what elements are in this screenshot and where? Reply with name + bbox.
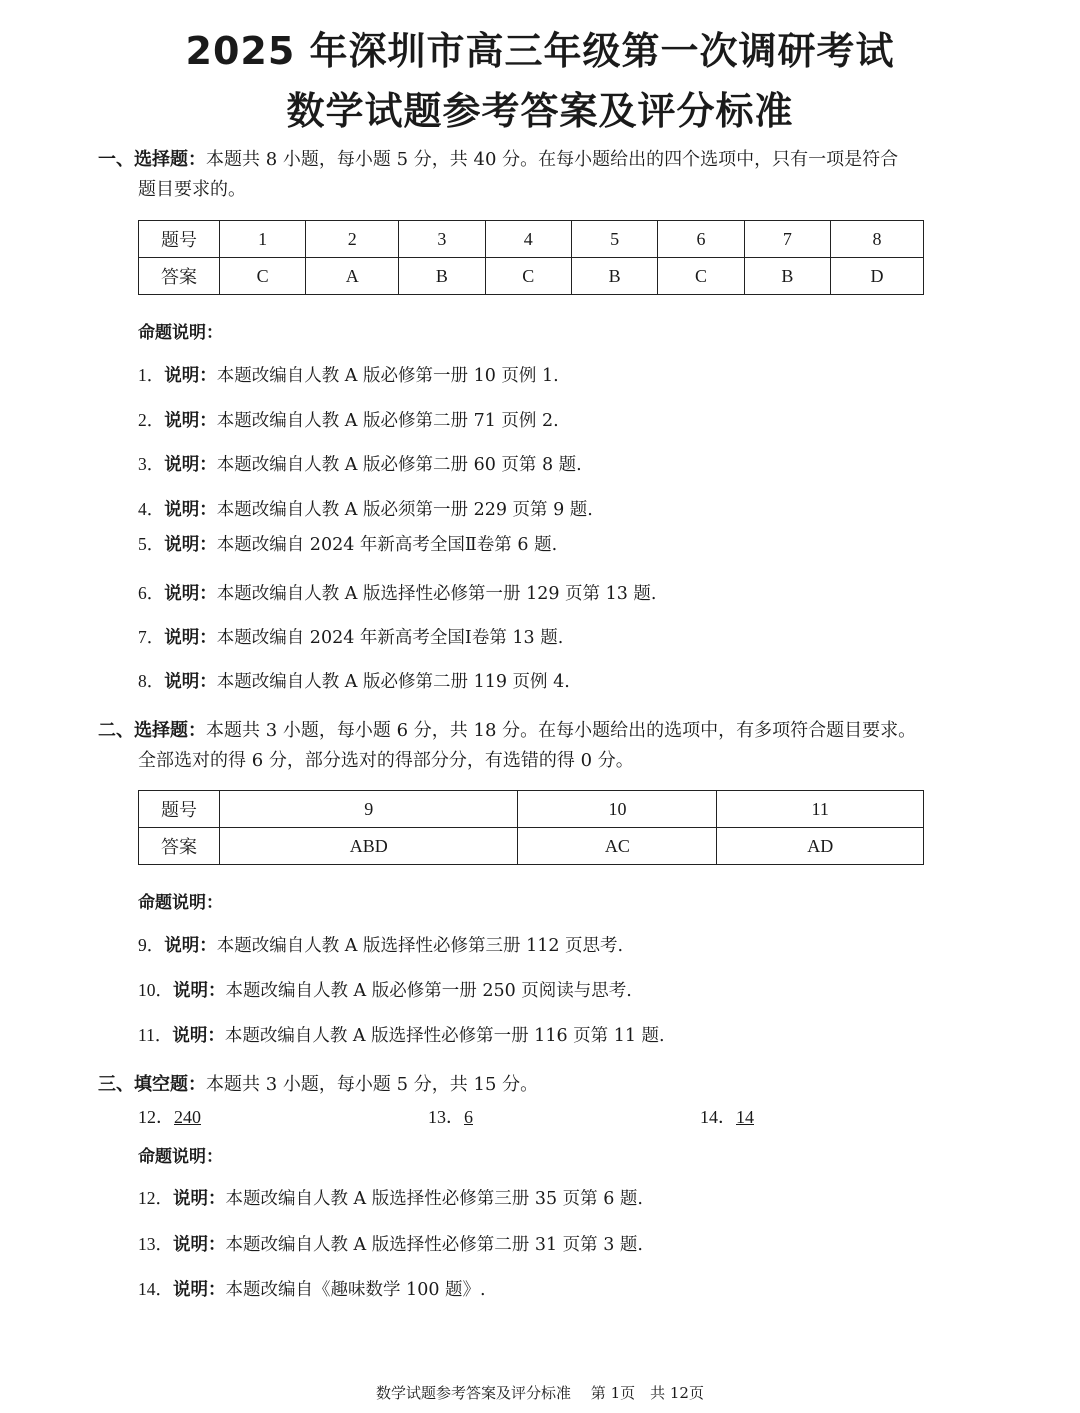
fill-answer-12: 12．240 xyxy=(138,1107,201,1127)
notes-label: 命题说明： xyxy=(138,1147,223,1167)
row-label: 题号 xyxy=(139,221,220,258)
note-item: 11．说明：本题改编自人教 A 版选择性必修第一册 116 页第 11 题. xyxy=(138,1025,665,1046)
note-item: 4．说明：本题改编自人教 A 版必须第一册 229 页第 9 题. xyxy=(138,499,593,520)
table-row-numbers xyxy=(139,221,924,258)
note-item: 10．说明：本题改编自人教 A 版必修第一册 250 页阅读与思考. xyxy=(138,980,632,1001)
table-cell: AC xyxy=(518,828,717,865)
answer-table-1 xyxy=(138,220,924,295)
section-1-heading: 一、选择题：本题共 8 小题，每小题 5 分，共 40 分。在每小题给出的四个选项中，只有一项是符合 题目要求的。 xyxy=(98,149,899,200)
table-cell: 1 xyxy=(220,221,306,258)
note-item: 3．说明：本题改编自人教 A 版必修第二册 60 页第 8 题. xyxy=(138,454,582,475)
table-cell: 5 xyxy=(571,221,657,258)
table-cell: 7 xyxy=(744,221,830,258)
table-cell: 8 xyxy=(831,221,924,258)
note-item: 7．说明：本题改编自 2024 年新高考全国Ⅰ卷第 13 题. xyxy=(138,627,564,648)
note-item: 14．说明：本题改编自《趣味数学 100 题》. xyxy=(138,1279,486,1300)
fill-answer-14: 14．14 xyxy=(700,1107,754,1127)
note-item: 8．说明：本题改编自人教 A 版必修第二册 119 页例 4. xyxy=(138,671,570,692)
table-cell: 10 xyxy=(518,791,717,828)
table-cell: B xyxy=(744,258,830,295)
notes-label: 命题说明： xyxy=(138,893,223,913)
row-label: 题号 xyxy=(139,791,220,828)
note-item: 2．说明：本题改编自人教 A 版必修第二册 71 页例 2. xyxy=(138,410,559,431)
table-cell: D xyxy=(831,258,924,295)
table-cell: 4 xyxy=(485,221,571,258)
table-row-numbers xyxy=(139,791,924,828)
row-label: 答案 xyxy=(139,258,220,295)
table-cell: 6 xyxy=(658,221,744,258)
section-2-heading: 二、选择题：本题共 3 小题，每小题 6 分，共 18 分。在每小题给出的选项中，有多项符合题目要求。 全部选对的得 6 分，部分选对的得部分分，有选错的得 0 分。 xyxy=(98,720,917,771)
row-label: 答案 xyxy=(139,828,220,865)
table-cell: ABD xyxy=(220,828,518,865)
table-cell: C xyxy=(485,258,571,295)
note-item: 1．说明：本题改编自人教 A 版必修第一册 10 页例 1. xyxy=(138,365,559,386)
table-cell: B xyxy=(571,258,657,295)
answer-table-2 xyxy=(138,790,924,865)
table-cell: 11 xyxy=(717,791,924,828)
table-row-answers xyxy=(139,828,924,865)
title-line-2: 数学试题参考答案及评分标准 xyxy=(286,89,794,133)
table-cell: A xyxy=(306,258,399,295)
table-cell: C xyxy=(658,258,744,295)
table-cell: 9 xyxy=(220,791,518,828)
table-row-answers xyxy=(139,258,924,295)
section-3-heading: 三、填空题：本题共 3 小题，每小题 5 分，共 15 分。 xyxy=(98,1074,539,1095)
note-item: 13．说明：本题改编自人教 A 版选择性必修第二册 31 页第 3 题. xyxy=(138,1234,643,1255)
note-item: 12．说明：本题改编自人教 A 版选择性必修第三册 35 页第 6 题. xyxy=(138,1188,643,1209)
fill-answer-13: 13．6 xyxy=(428,1107,473,1127)
table-cell: B xyxy=(399,258,485,295)
table-cell: 2 xyxy=(306,221,399,258)
note-item: 9．说明：本题改编自人教 A 版选择性必修第三册 112 页思考. xyxy=(138,935,624,956)
table-cell: C xyxy=(220,258,306,295)
page-footer: 数学试题参考答案及评分标准 第 1页 共 12页 xyxy=(376,1384,704,1402)
table-cell: AD xyxy=(717,828,924,865)
title-line-1: 2025 年深圳市高三年级第一次调研考试 xyxy=(185,29,895,73)
note-item: 6．说明：本题改编自人教 A 版选择性必修第一册 129 页第 13 题. xyxy=(138,583,657,604)
notes-label: 命题说明： xyxy=(138,323,223,343)
note-item: 5．说明：本题改编自 2024 年新高考全国Ⅱ卷第 6 题. xyxy=(138,534,558,555)
table-cell: 3 xyxy=(399,221,485,258)
